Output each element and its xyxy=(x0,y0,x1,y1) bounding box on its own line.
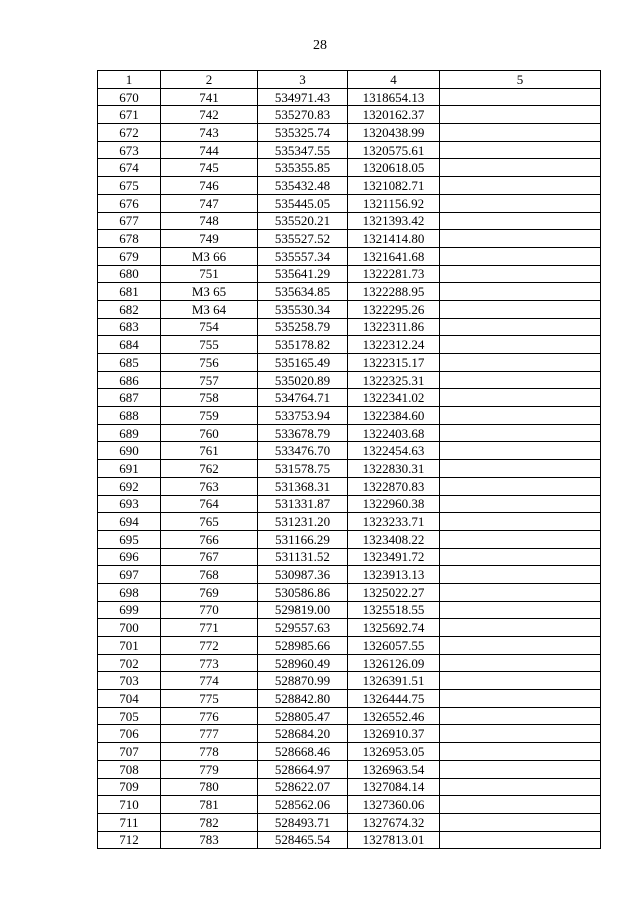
row-number-cell: 685 xyxy=(98,354,161,372)
point-number-cell: 778 xyxy=(161,743,258,761)
table-row xyxy=(98,760,601,778)
note-cell xyxy=(440,760,601,778)
table-row xyxy=(98,230,601,248)
y-coordinate-cell: 1321414.80 xyxy=(348,230,440,248)
note-cell xyxy=(440,354,601,372)
row-number-cell: 680 xyxy=(98,265,161,283)
x-coordinate-cell: 528664.97 xyxy=(258,760,348,778)
row-number-cell: 708 xyxy=(98,760,161,778)
y-coordinate-cell: 1322384.60 xyxy=(348,407,440,425)
x-coordinate-cell: 535178.82 xyxy=(258,336,348,354)
table-row xyxy=(98,813,601,831)
table-row xyxy=(98,619,601,637)
y-coordinate-cell: 1325518.55 xyxy=(348,601,440,619)
row-number-cell: 673 xyxy=(98,141,161,159)
x-coordinate-cell: 528684.20 xyxy=(258,725,348,743)
y-coordinate-cell: 1327813.01 xyxy=(348,831,440,849)
y-coordinate-cell: 1326391.51 xyxy=(348,672,440,690)
row-number-cell: 684 xyxy=(98,336,161,354)
row-number-cell: 686 xyxy=(98,371,161,389)
x-coordinate-cell: 535325.74 xyxy=(258,124,348,142)
x-coordinate-cell: 535432.48 xyxy=(258,177,348,195)
point-number-cell: 764 xyxy=(161,495,258,513)
y-coordinate-cell: 1322341.02 xyxy=(348,389,440,407)
x-coordinate-cell: 531131.52 xyxy=(258,548,348,566)
row-number-cell: 695 xyxy=(98,530,161,548)
table-row xyxy=(98,354,601,372)
x-coordinate-cell: 530586.86 xyxy=(258,583,348,601)
note-cell xyxy=(440,530,601,548)
y-coordinate-cell: 1326057.55 xyxy=(348,637,440,655)
note-cell xyxy=(440,336,601,354)
note-cell xyxy=(440,778,601,796)
table-row xyxy=(98,778,601,796)
table-row xyxy=(98,530,601,548)
table-row xyxy=(98,106,601,124)
y-coordinate-cell: 1323491.72 xyxy=(348,548,440,566)
x-coordinate-cell: 535355.85 xyxy=(258,159,348,177)
x-coordinate-cell: 535445.05 xyxy=(258,194,348,212)
table-row xyxy=(98,265,601,283)
x-coordinate-cell: 528562.06 xyxy=(258,796,348,814)
y-coordinate-cell: 1321393.42 xyxy=(348,212,440,230)
row-number-cell: 675 xyxy=(98,177,161,195)
table-row xyxy=(98,460,601,478)
note-cell xyxy=(440,247,601,265)
x-coordinate-cell: 535641.29 xyxy=(258,265,348,283)
x-coordinate-cell: 531231.20 xyxy=(258,513,348,531)
point-number-cell: МЗ 64 xyxy=(161,300,258,318)
table-row xyxy=(98,159,601,177)
note-cell xyxy=(440,265,601,283)
row-number-cell: 701 xyxy=(98,637,161,655)
note-cell xyxy=(440,407,601,425)
row-number-cell: 671 xyxy=(98,106,161,124)
point-number-cell: 746 xyxy=(161,177,258,195)
x-coordinate-cell: 535165.49 xyxy=(258,354,348,372)
y-coordinate-cell: 1322312.24 xyxy=(348,336,440,354)
coordinates-table xyxy=(97,70,601,849)
x-coordinate-cell: 528493.71 xyxy=(258,813,348,831)
point-number-cell: 751 xyxy=(161,265,258,283)
row-number-cell: 698 xyxy=(98,583,161,601)
note-cell xyxy=(440,300,601,318)
x-coordinate-cell: 528668.46 xyxy=(258,743,348,761)
row-number-cell: 690 xyxy=(98,442,161,460)
x-coordinate-cell: 534764.71 xyxy=(258,389,348,407)
y-coordinate-cell: 1327360.06 xyxy=(348,796,440,814)
x-coordinate-cell: 528985.66 xyxy=(258,637,348,655)
table-row xyxy=(98,177,601,195)
note-cell xyxy=(440,495,601,513)
y-coordinate-cell: 1318654.13 xyxy=(348,88,440,106)
table-header xyxy=(98,71,601,89)
table-body xyxy=(98,88,601,849)
x-coordinate-cell: 533678.79 xyxy=(258,424,348,442)
table-row xyxy=(98,513,601,531)
note-cell xyxy=(440,601,601,619)
note-cell xyxy=(440,371,601,389)
y-coordinate-cell: 1321082.71 xyxy=(348,177,440,195)
row-number-cell: 705 xyxy=(98,707,161,725)
row-number-cell: 683 xyxy=(98,318,161,336)
point-number-cell: 755 xyxy=(161,336,258,354)
point-number-cell: 783 xyxy=(161,831,258,849)
point-number-cell: 759 xyxy=(161,407,258,425)
table-row xyxy=(98,283,601,301)
x-coordinate-cell: 535520.21 xyxy=(258,212,348,230)
table-row xyxy=(98,725,601,743)
row-number-cell: 704 xyxy=(98,690,161,708)
note-cell xyxy=(440,212,601,230)
x-coordinate-cell: 530987.36 xyxy=(258,566,348,584)
row-number-cell: 707 xyxy=(98,743,161,761)
point-number-cell: 782 xyxy=(161,813,258,831)
x-coordinate-cell: 533753.94 xyxy=(258,407,348,425)
y-coordinate-cell: 1325022.27 xyxy=(348,583,440,601)
point-number-cell: 780 xyxy=(161,778,258,796)
note-cell xyxy=(440,283,601,301)
y-coordinate-cell: 1322454.63 xyxy=(348,442,440,460)
note-cell xyxy=(440,707,601,725)
row-number-cell: 697 xyxy=(98,566,161,584)
row-number-cell: 706 xyxy=(98,725,161,743)
note-cell xyxy=(440,141,601,159)
table-row xyxy=(98,371,601,389)
point-number-cell: 757 xyxy=(161,371,258,389)
point-number-cell: 744 xyxy=(161,141,258,159)
row-number-cell: 676 xyxy=(98,194,161,212)
note-cell xyxy=(440,124,601,142)
row-number-cell: 700 xyxy=(98,619,161,637)
x-coordinate-cell: 535258.79 xyxy=(258,318,348,336)
x-coordinate-cell: 533476.70 xyxy=(258,442,348,460)
table-row xyxy=(98,796,601,814)
point-number-cell: 747 xyxy=(161,194,258,212)
table-row xyxy=(98,654,601,672)
table-row xyxy=(98,124,601,142)
point-number-cell: 745 xyxy=(161,159,258,177)
y-coordinate-cell: 1320618.05 xyxy=(348,159,440,177)
point-number-cell: 758 xyxy=(161,389,258,407)
point-number-cell: 768 xyxy=(161,566,258,584)
y-coordinate-cell: 1325692.74 xyxy=(348,619,440,637)
point-number-cell: 762 xyxy=(161,460,258,478)
row-number-cell: 672 xyxy=(98,124,161,142)
x-coordinate-cell: 531166.29 xyxy=(258,530,348,548)
table-row xyxy=(98,637,601,655)
table-row xyxy=(98,247,601,265)
x-coordinate-cell: 535527.52 xyxy=(258,230,348,248)
table-row xyxy=(98,831,601,849)
point-number-cell: 775 xyxy=(161,690,258,708)
note-cell xyxy=(440,831,601,849)
note-cell xyxy=(440,442,601,460)
note-cell xyxy=(440,690,601,708)
y-coordinate-cell: 1321156.92 xyxy=(348,194,440,212)
table-row xyxy=(98,442,601,460)
note-cell xyxy=(440,477,601,495)
column-header-5: 5 xyxy=(440,71,601,89)
point-number-cell: 754 xyxy=(161,318,258,336)
y-coordinate-cell: 1323233.71 xyxy=(348,513,440,531)
note-cell xyxy=(440,583,601,601)
note-cell xyxy=(440,106,601,124)
column-header-2: 2 xyxy=(161,71,258,89)
table-row xyxy=(98,424,601,442)
table-row xyxy=(98,583,601,601)
x-coordinate-cell: 528465.54 xyxy=(258,831,348,849)
x-coordinate-cell: 535270.83 xyxy=(258,106,348,124)
table-row xyxy=(98,566,601,584)
x-coordinate-cell: 528960.49 xyxy=(258,654,348,672)
x-coordinate-cell: 535530.34 xyxy=(258,300,348,318)
row-number-cell: 687 xyxy=(98,389,161,407)
row-number-cell: 674 xyxy=(98,159,161,177)
point-number-cell: 777 xyxy=(161,725,258,743)
row-number-cell: 710 xyxy=(98,796,161,814)
y-coordinate-cell: 1322295.26 xyxy=(348,300,440,318)
note-cell xyxy=(440,566,601,584)
table-row xyxy=(98,141,601,159)
point-number-cell: 765 xyxy=(161,513,258,531)
x-coordinate-cell: 535347.55 xyxy=(258,141,348,159)
y-coordinate-cell: 1322960.38 xyxy=(348,495,440,513)
note-cell xyxy=(440,424,601,442)
y-coordinate-cell: 1326126.09 xyxy=(348,654,440,672)
y-coordinate-cell: 1322281.73 xyxy=(348,265,440,283)
point-number-cell: 748 xyxy=(161,212,258,230)
row-number-cell: 689 xyxy=(98,424,161,442)
table-row xyxy=(98,707,601,725)
point-number-cell: 756 xyxy=(161,354,258,372)
row-number-cell: 692 xyxy=(98,477,161,495)
row-number-cell: 677 xyxy=(98,212,161,230)
table-row xyxy=(98,672,601,690)
point-number-cell: 774 xyxy=(161,672,258,690)
row-number-cell: 711 xyxy=(98,813,161,831)
point-number-cell: 749 xyxy=(161,230,258,248)
note-cell xyxy=(440,637,601,655)
row-number-cell: 702 xyxy=(98,654,161,672)
y-coordinate-cell: 1326552.46 xyxy=(348,707,440,725)
point-number-cell: 779 xyxy=(161,760,258,778)
y-coordinate-cell: 1323408.22 xyxy=(348,530,440,548)
y-coordinate-cell: 1326910.37 xyxy=(348,725,440,743)
y-coordinate-cell: 1326953.05 xyxy=(348,743,440,761)
point-number-cell: 767 xyxy=(161,548,258,566)
table-row xyxy=(98,743,601,761)
y-coordinate-cell: 1323913.13 xyxy=(348,566,440,584)
note-cell xyxy=(440,177,601,195)
table-row xyxy=(98,389,601,407)
row-number-cell: 691 xyxy=(98,460,161,478)
note-cell xyxy=(440,619,601,637)
x-coordinate-cell: 528622.07 xyxy=(258,778,348,796)
y-coordinate-cell: 1322325.31 xyxy=(348,371,440,389)
note-cell xyxy=(440,548,601,566)
x-coordinate-cell: 535557.34 xyxy=(258,247,348,265)
row-number-cell: 688 xyxy=(98,407,161,425)
y-coordinate-cell: 1322288.95 xyxy=(348,283,440,301)
note-cell xyxy=(440,88,601,106)
column-header-1: 1 xyxy=(98,71,161,89)
x-coordinate-cell: 528870.99 xyxy=(258,672,348,690)
x-coordinate-cell: 534971.43 xyxy=(258,88,348,106)
table-row xyxy=(98,318,601,336)
table-row xyxy=(98,477,601,495)
x-coordinate-cell: 528842.80 xyxy=(258,690,348,708)
point-number-cell: 776 xyxy=(161,707,258,725)
y-coordinate-cell: 1322870.83 xyxy=(348,477,440,495)
note-cell xyxy=(440,318,601,336)
point-number-cell: 763 xyxy=(161,477,258,495)
note-cell xyxy=(440,796,601,814)
x-coordinate-cell: 531578.75 xyxy=(258,460,348,478)
row-number-cell: 682 xyxy=(98,300,161,318)
point-number-cell: 771 xyxy=(161,619,258,637)
y-coordinate-cell: 1322315.17 xyxy=(348,354,440,372)
column-header-4: 4 xyxy=(348,71,440,89)
point-number-cell: 770 xyxy=(161,601,258,619)
table-row xyxy=(98,336,601,354)
note-cell xyxy=(440,654,601,672)
note-cell xyxy=(440,672,601,690)
x-coordinate-cell: 531368.31 xyxy=(258,477,348,495)
x-coordinate-cell: 535634.85 xyxy=(258,283,348,301)
note-cell xyxy=(440,389,601,407)
note-cell xyxy=(440,460,601,478)
table-row xyxy=(98,194,601,212)
row-number-cell: 696 xyxy=(98,548,161,566)
row-number-cell: 693 xyxy=(98,495,161,513)
x-coordinate-cell: 535020.89 xyxy=(258,371,348,389)
row-number-cell: 678 xyxy=(98,230,161,248)
point-number-cell: 743 xyxy=(161,124,258,142)
y-coordinate-cell: 1322311.86 xyxy=(348,318,440,336)
row-number-cell: 694 xyxy=(98,513,161,531)
note-cell xyxy=(440,725,601,743)
table-row xyxy=(98,300,601,318)
y-coordinate-cell: 1321641.68 xyxy=(348,247,440,265)
y-coordinate-cell: 1320438.99 xyxy=(348,124,440,142)
x-coordinate-cell: 528805.47 xyxy=(258,707,348,725)
y-coordinate-cell: 1320575.61 xyxy=(348,141,440,159)
table-row xyxy=(98,212,601,230)
point-number-cell: МЗ 65 xyxy=(161,283,258,301)
note-cell xyxy=(440,194,601,212)
table-row xyxy=(98,495,601,513)
note-cell xyxy=(440,813,601,831)
y-coordinate-cell: 1327084.14 xyxy=(348,778,440,796)
header-row xyxy=(98,71,601,89)
row-number-cell: 709 xyxy=(98,778,161,796)
y-coordinate-cell: 1322403.68 xyxy=(348,424,440,442)
x-coordinate-cell: 531331.87 xyxy=(258,495,348,513)
point-number-cell: 761 xyxy=(161,442,258,460)
row-number-cell: 703 xyxy=(98,672,161,690)
point-number-cell: 760 xyxy=(161,424,258,442)
row-number-cell: 670 xyxy=(98,88,161,106)
table-row xyxy=(98,690,601,708)
row-number-cell: 712 xyxy=(98,831,161,849)
point-number-cell: 772 xyxy=(161,637,258,655)
x-coordinate-cell: 529557.63 xyxy=(258,619,348,637)
point-number-cell: 773 xyxy=(161,654,258,672)
y-coordinate-cell: 1327674.32 xyxy=(348,813,440,831)
table-row xyxy=(98,548,601,566)
point-number-cell: 781 xyxy=(161,796,258,814)
y-coordinate-cell: 1326963.54 xyxy=(348,760,440,778)
point-number-cell: 769 xyxy=(161,583,258,601)
note-cell xyxy=(440,743,601,761)
y-coordinate-cell: 1322830.31 xyxy=(348,460,440,478)
page-number: 28 xyxy=(313,38,327,53)
table-row xyxy=(98,407,601,425)
y-coordinate-cell: 1320162.37 xyxy=(348,106,440,124)
table-row xyxy=(98,601,601,619)
row-number-cell: 679 xyxy=(98,247,161,265)
row-number-cell: 681 xyxy=(98,283,161,301)
column-header-3: 3 xyxy=(258,71,348,89)
note-cell xyxy=(440,513,601,531)
point-number-cell: 766 xyxy=(161,530,258,548)
point-number-cell: 742 xyxy=(161,106,258,124)
point-number-cell: МЗ 66 xyxy=(161,247,258,265)
note-cell xyxy=(440,159,601,177)
x-coordinate-cell: 529819.00 xyxy=(258,601,348,619)
point-number-cell: 741 xyxy=(161,88,258,106)
table-row xyxy=(98,88,601,106)
y-coordinate-cell: 1326444.75 xyxy=(348,690,440,708)
row-number-cell: 699 xyxy=(98,601,161,619)
note-cell xyxy=(440,230,601,248)
